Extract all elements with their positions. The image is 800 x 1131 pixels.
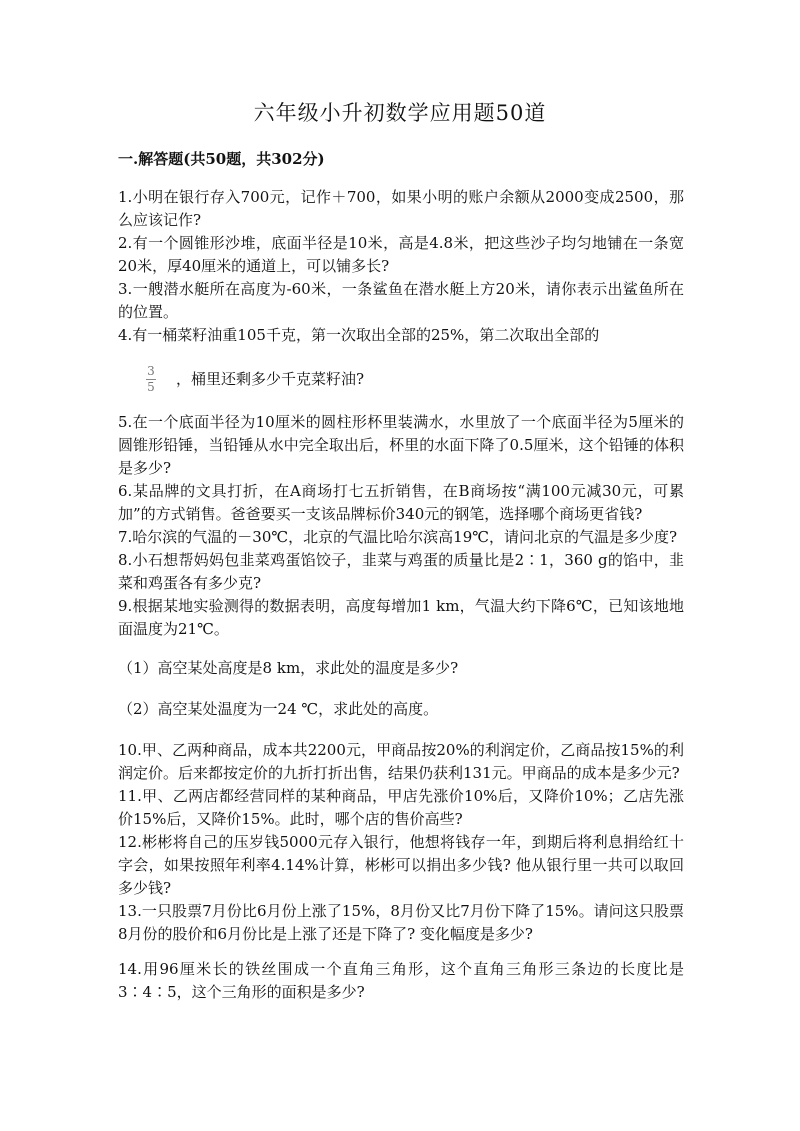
page-title: 六年级小升初数学应用题50道 [253,101,547,125]
fraction-numerator: 3 [147,363,155,378]
question-4-part1: 4.有一桶菜籽油重105千克，第一次取出全部的25%，第二次取出全部的 [118,326,600,344]
question-9: 9.根据某地实验测得的数据表明，高度每增加1 km，气温大约下降6℃，已知该地地面温度为21℃。 [118,597,684,638]
question-1: 1.小明在银行存入700元，记作＋700，如果小明的账户余额从2000变成2500，那么应该记作? [118,188,684,229]
question-9-sub-1: （1）高空某处高度是8 km，求此处的温度是多少? [118,659,459,677]
fraction-three-fifths [146,365,156,394]
question-8: 8.小石想帮妈妈包韭菜鸡蛋馅饺子，韭菜与鸡蛋的质量比是2∶1，360 g的馅中，韭菜和鸡蛋各有多少克? [118,551,684,592]
fraction-denominator: 5 [147,379,155,394]
section-heading: 一.解答题(共50题，共302分) [118,150,325,168]
question-list [118,186,684,1004]
question-6: 6.某品牌的文具打折，在A商场打七五折销售，在B商场按“满100元减30元，可累加”的方式销售。爸爸要买一支该品牌标价340元的钢笔，选择哪个商场更省钱? [118,482,684,523]
question-9-sub-2: （2）高空某处温度为一24 ℃，求此处的高度。 [118,700,439,718]
question-3: 3.一艘潜水艇所在高度为-60米，一条鲨鱼在潜水艇上方20米，请你表示出鲨鱼所在的位置。 [118,280,684,321]
question-5: 5.在一个底面半径为10厘米的圆柱形杯里装满水，水里放了一个底面半径为5厘米的圆锥形铅锤，当铅锤从水中完全取出后，杯里的水面下降了0.5厘米，这个铅锤的体积是多少? [118,413,684,477]
question-4-part2: ，桶里还剩多少千克菜籽油? [176,369,365,388]
question-14: 14.用96厘米长的铁丝围成一个直角三角形，这个直角三角形三条边的长度比是3∶4∶5，这个三角形的面积是多少? [118,960,684,1001]
question-4-fraction-line [118,357,684,401]
question-11: 11.甲、乙两店都经营同样的某种商品，甲店先涨价10%后，又降价10%；乙店先涨价15%后，又降价15%。此时，哪个店的售价高些? [118,787,684,828]
question-12: 12.彬彬将自己的压岁钱5000元存入银行，他想将钱存一年，到期后将利息捐给红十字会，如果按照年利率4.14%计算，彬彬可以捐出多少钱? 他从银行里一共可以取回多少钱? [118,833,684,897]
question-13: 13.一只股票7月份比6月份上涨了15%，8月份又比7月份下降了15%。请问这只股票8月份的股价和6月份比是上涨了还是下降了? 变化幅度是多少? [118,902,684,943]
question-7: 7.哈尔滨的气温的－30℃，北京的气温比哈尔滨高19℃，请问北京的气温是多少度? [118,528,678,546]
question-10: 10.甲、乙两种商品，成本共2200元，甲商品按20%的利润定价，乙商品按15%的利润定价。后来都按定价的九折打折出售，结果仍获利131元。甲商品的成本是多少元? [118,741,684,782]
question-2: 2.有一个圆锥形沙堆，底面半径是10米，高是4.8米，把这些沙子均匀地铺在一条宽20米，厚40厘米的通道上，可以铺多长? [118,234,684,275]
